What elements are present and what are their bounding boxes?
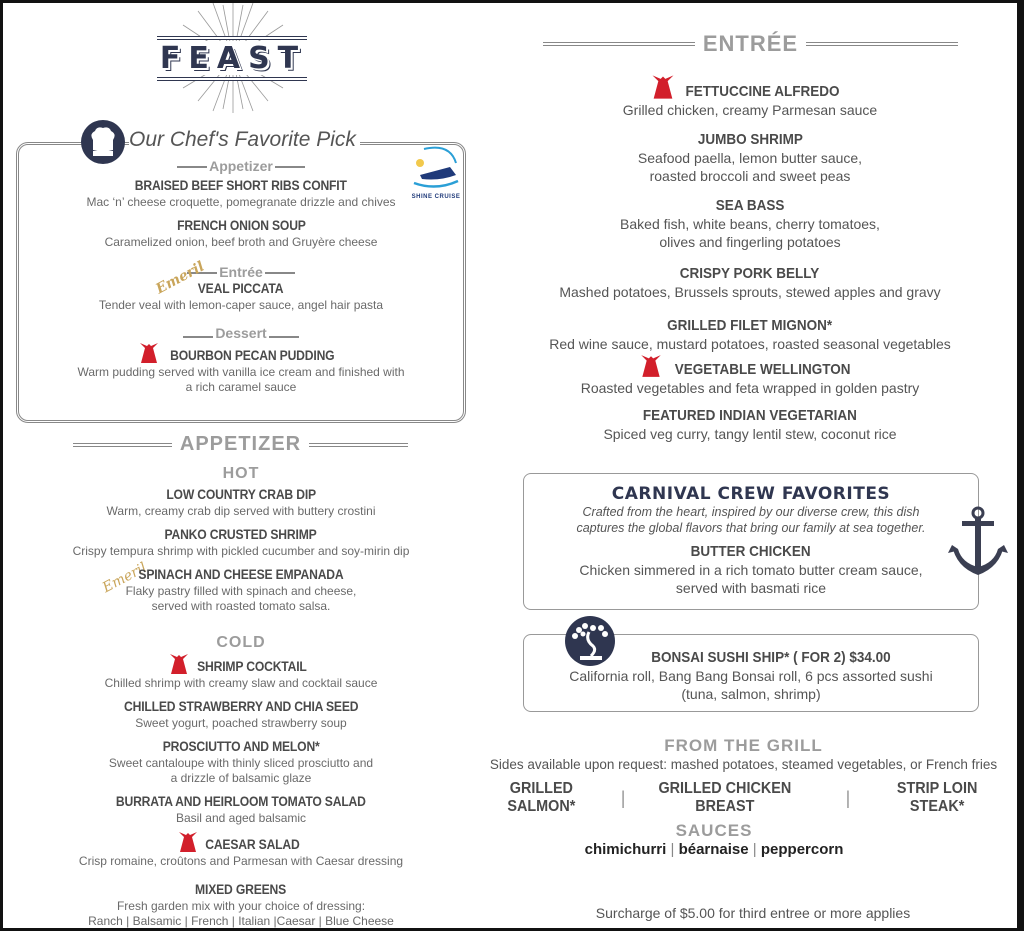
menu-item-desc: Warm, creamy crab dip served with buttery crostini xyxy=(106,504,376,518)
chef-appetizer-heading: Appetizer xyxy=(19,158,463,174)
menu-item-desc: Mashed potatoes, Brussels sprouts, stewed apples and gravy xyxy=(559,284,941,300)
carnival-tail-icon xyxy=(178,830,198,854)
chef-item-desc: Caramelized onion, beef broth and Gruyère cheese xyxy=(104,235,378,249)
menu-page xyxy=(3,3,1017,928)
chef-pick-title: Our Chef's Favorite Pick xyxy=(129,128,360,152)
menu-item-desc: a drizzle of balsamic glaze xyxy=(170,771,312,785)
menu-item-desc: Basil and aged balsamic xyxy=(175,811,307,825)
emeril-signature-icon: Emeril xyxy=(153,258,208,298)
sauce-item: peppercorn xyxy=(760,841,844,858)
menu-item-name: VEGETABLE WELLINGTON xyxy=(675,361,851,378)
entree-heading: ENTRÉE xyxy=(543,31,958,57)
separator: | xyxy=(670,841,675,858)
menu-item-name: FETTUCCINE ALFREDO xyxy=(685,83,840,100)
menu-item-name: SEA BASS xyxy=(715,197,785,214)
menu-item-desc: Baked fish, white beans, cherry tomatoes, xyxy=(620,216,880,232)
menu-item-desc: Crisp romaine, croûtons and Parmesan with Caesar dressing xyxy=(78,854,404,868)
crew-title: CARNIVAL CREW FAVORITES xyxy=(611,484,891,504)
logo-text: FEAST xyxy=(159,41,307,76)
appetizer-list xyxy=(19,465,463,929)
carnival-tail-icon xyxy=(639,353,663,379)
chef-item-name: FRENCH ONION SOUP xyxy=(176,218,306,233)
menu-item-desc: Fresh garden mix with your choice of dressing: xyxy=(116,899,366,913)
menu-item-desc: Spiced veg curry, tangy lentil stew, coconut rice xyxy=(603,426,897,442)
chef-item-desc: Mac ‘n’ cheese croquette, pomegranate drizzle and chives xyxy=(86,195,396,209)
menu-item-name: JUMBO SHRIMP xyxy=(697,131,803,148)
menu-item-desc: Ranch | Balsamic | French | Italian |Caesar | Blue Cheese xyxy=(88,914,394,928)
menu-item-desc: served with basmati rice xyxy=(675,580,827,596)
menu-item-name: LOW COUNTRY CRAB DIP xyxy=(166,487,316,502)
separator: | xyxy=(620,787,626,808)
hot-heading: HOT xyxy=(222,465,260,482)
carnival-tail-icon xyxy=(169,652,189,676)
grill-item: GRILLED SALMON* xyxy=(507,780,576,815)
menu-item-desc: Roasted vegetables and feta wrapped in golden pastry xyxy=(580,380,920,396)
anchor-icon xyxy=(948,505,1008,577)
menu-item-desc: roasted broccoli and sweet peas xyxy=(649,168,851,184)
grill-item: GRILLED CHICKEN BREAST xyxy=(658,780,792,815)
chef-item-name: VEAL PICCATA xyxy=(198,281,284,296)
cold-heading: COLD xyxy=(216,634,266,651)
menu-item-name: GRILLED FILET MIGNON* xyxy=(667,317,833,334)
menu-item-desc: served with roasted tomato salsa. xyxy=(151,599,331,613)
feast-logo xyxy=(143,3,323,113)
chef-item-name: BRAISED BEEF SHORT RIBS CONFIT xyxy=(135,178,347,193)
menu-item-name: BONSAI SUSHI SHIP* ( FOR 2) $34.00 xyxy=(651,649,891,666)
chef-dessert-heading: Dessert xyxy=(19,325,463,341)
menu-item-name: PANKO CRUSTED SHRIMP xyxy=(164,527,318,542)
menu-item-desc: Chicken simmered in a rich tomato butter cream sauce, xyxy=(579,562,923,578)
crew-favorites-box xyxy=(523,473,979,610)
chef-item-name: BOURBON PECAN PUDDING xyxy=(169,348,335,363)
sauces-section xyxy=(543,821,885,858)
menu-item-desc: Grilled chicken, creamy Parmesan sauce xyxy=(622,102,878,118)
menu-item-name: SHRIMP COCKTAIL xyxy=(197,659,307,674)
chef-item-desc: Tender veal with lemon-caper sauce, angel hair pasta xyxy=(98,298,384,312)
menu-item-desc: Chilled shrimp with creamy slaw and cocktail sauce xyxy=(104,676,378,690)
chef-entree-heading: Emeril Entrée xyxy=(19,264,463,280)
menu-item-name: FEATURED INDIAN VEGETARIAN xyxy=(642,407,858,424)
chef-item-desc: Warm pudding served with vanilla ice cream and finished with xyxy=(77,365,405,379)
menu-item-desc: Crispy tempura shrimp with pickled cucumber and soy-mirin dip xyxy=(72,544,410,558)
menu-item-name: BURRATA AND HEIRLOOM TOMATO SALAD xyxy=(116,794,366,809)
carnival-tail-icon xyxy=(651,73,675,101)
sauce-item: béarnaise xyxy=(678,841,749,858)
grill-note: Sides available upon request: mashed potatoes, steamed vegetables, or French fries xyxy=(489,757,998,772)
chef-item-desc: a rich caramel sauce xyxy=(185,380,297,394)
crew-tagline: Crafted from the heart, inspired by our diverse crew, this dish xyxy=(582,505,920,519)
menu-item-name: CHILLED STRAWBERRY AND CHIA SEED xyxy=(123,699,359,714)
menu-item-desc: olives and fingerling potatoes xyxy=(659,234,841,250)
appetizer-heading: APPETIZER xyxy=(73,433,408,456)
grill-section xyxy=(470,736,1017,816)
shine-cruise-label: SHINE CRUISE xyxy=(411,194,461,200)
menu-item-desc: (tuna, salmon, shrimp) xyxy=(681,686,821,702)
sauce-item: chimichurri xyxy=(584,841,667,858)
surcharge-note: Surcharge of $5.00 for third entree or more applies xyxy=(595,905,911,921)
menu-item-name: SPINACH AND CHEESE EMPANADA xyxy=(138,567,344,582)
menu-item-desc: Flaky pastry filled with spinach and cheese, xyxy=(125,584,357,598)
menu-item-name: MIXED GREENS xyxy=(195,882,287,897)
menu-item-desc: Sweet cantaloupe with thinly sliced prosciutto and xyxy=(108,756,374,770)
menu-item-name: CRISPY PORK BELLY xyxy=(680,265,820,282)
carnival-tail-icon xyxy=(139,341,159,365)
menu-item-desc: Sweet yogurt, poached strawberry soup xyxy=(135,716,347,730)
emeril-signature-icon: Emeril xyxy=(100,559,150,597)
sauces-heading: SAUCES xyxy=(675,821,753,840)
menu-item-name: CAESAR SALAD xyxy=(204,837,300,852)
menu-item-name: PROSCIUTTO AND MELON* xyxy=(162,739,320,754)
separator: | xyxy=(845,787,851,808)
bonsai-tree-icon xyxy=(565,616,615,666)
menu-item-desc: Red wine sauce, mustard potatoes, roasted seasonal vegetables xyxy=(549,336,951,352)
separator: | xyxy=(752,841,757,858)
menu-item-desc: California roll, Bang Bang Bonsai roll, 6 pcs assorted sushi xyxy=(569,668,933,684)
grill-item: STRIP LOIN STEAK* xyxy=(897,780,978,815)
menu-item-desc: Seafood paella, lemon butter sauce, xyxy=(637,150,863,166)
grill-heading: FROM THE GRILL xyxy=(664,736,823,755)
crew-tagline: captures the global flavors that bring our family at sea together. xyxy=(576,521,926,535)
entree-list xyxy=(503,73,997,443)
menu-item-name: BUTTER CHICKEN xyxy=(690,543,812,560)
